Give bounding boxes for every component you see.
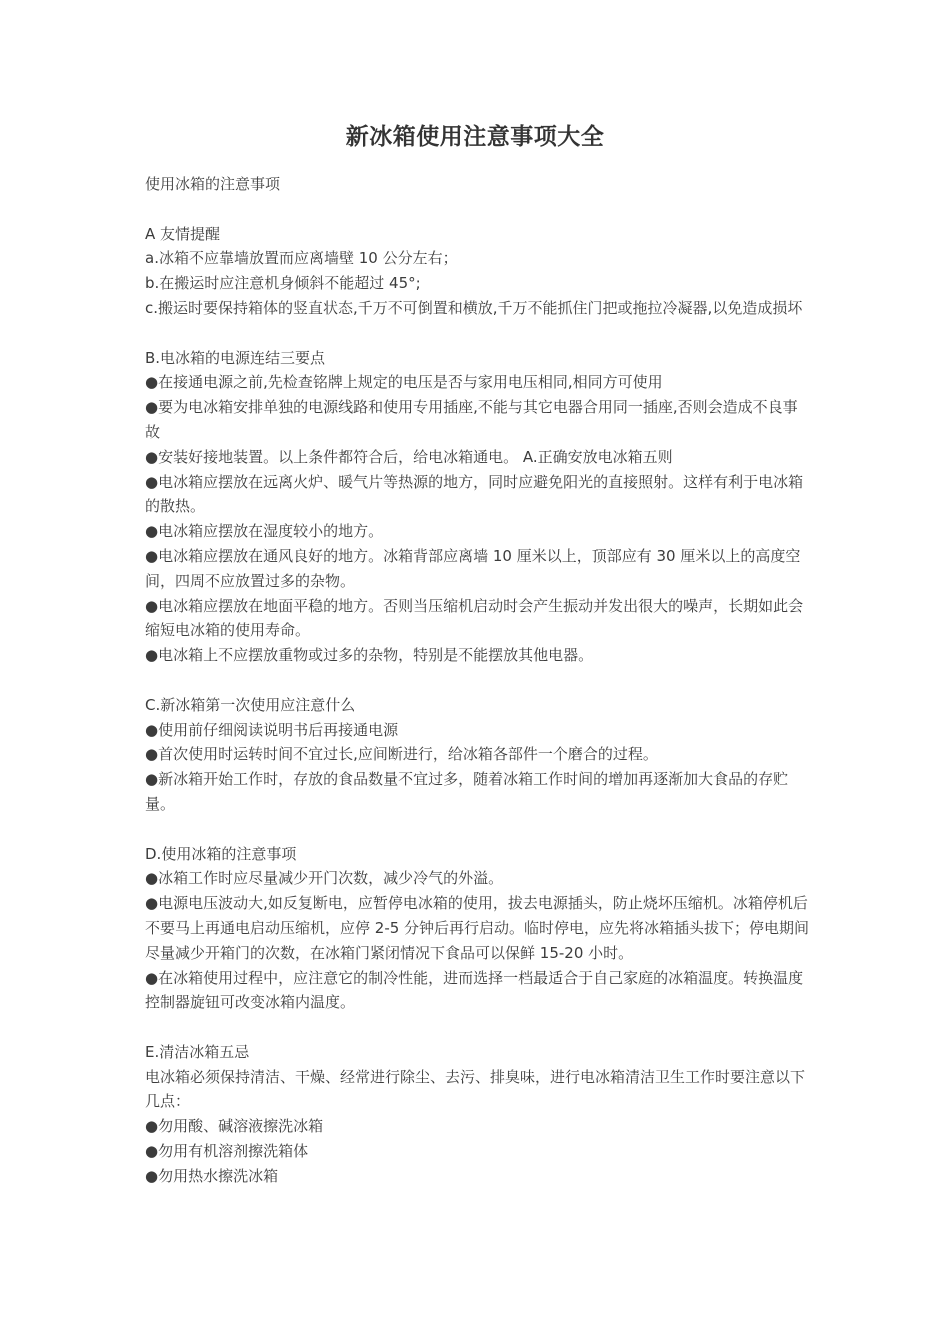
section-b-item: ●电冰箱应摆放在通风良好的地方。冰箱背部应离墙 10 厘米以上，顶部应有 30 厘米以上的高度空间，四周不应放置过多的杂物。: [145, 546, 801, 590]
section-e-item: ●勿用有机溶剂擦洗箱体: [145, 1142, 309, 1161]
paragraph-gap: [145, 817, 810, 842]
section-e-heading: E.清洁冰箱五忌: [145, 1042, 250, 1061]
section-c-heading: C.新冰箱第一次使用应注意什么: [145, 695, 356, 714]
section-b-heading: B.电冰箱的电源连结三要点: [145, 348, 326, 367]
section-a-item: b.在搬运时应注意机身倾斜不能超过 45°;: [145, 274, 421, 293]
section-a-item: c.搬运时要保持箱体的竖直状态,千万不可倒置和横放,千万不能抓住门把或拖拉冷凝器,以免造成损坏: [145, 298, 803, 317]
section-c-item: ●首次使用时运转时间不宜过长,应间断进行，给冰箱各部件一个磨合的过程。: [145, 745, 658, 764]
section-b-item: ●在接通电源之前,先检查铭牌上规定的电压是否与家用电压相同,相同方可使用: [145, 373, 663, 392]
section-b-item: ●要为电冰箱安排单独的电源线路和使用专用插座,不能与其它电器合用同一插座,否则会造成不良事故: [145, 398, 798, 441]
section-c-item: ●使用前仔细阅读说明书后再接通电源: [145, 720, 399, 739]
paragraph-gap: [145, 197, 810, 222]
section-c-item: ●新冰箱开始工作时，存放的食品数量不宜过多，随着冰箱工作时间的增加再逐渐加大食品的存贮量。: [145, 770, 789, 813]
section-b-item: ●安装好接地装置。以上条件都符合后，给电冰箱通电。 A.正确安放电冰箱五则: [145, 447, 673, 466]
section-e-intro: 电冰箱必须保持清洁、干燥、经常进行除尘、去污、排臭味，进行电冰箱清洁卫生工作时要注意以下几点：: [145, 1067, 806, 1111]
section-d-heading: D.使用冰箱的注意事项: [145, 844, 297, 863]
paragraph-gap: [145, 1015, 810, 1040]
document-body: [145, 172, 810, 1189]
paragraph-gap: [145, 321, 810, 346]
section-d-item: ●在冰箱使用过程中，应注意它的制冷性能，进而选择一档最适合于自己家庭的冰箱温度。转换温度控制器旋钮可改变冰箱内温度。: [145, 968, 804, 1012]
section-b-item: ●电冰箱应摆放在远离火炉、暖气片等热源的地方，同时应避免阳光的直接照射。这样有利于电冰箱的散热。: [145, 472, 804, 516]
paragraph-gap: [145, 668, 810, 693]
section-e-item: ●勿用热水擦洗冰箱: [145, 1166, 279, 1185]
section-d-item: ●冰箱工作时应尽量减少开门次数，减少冷气的外溢。: [145, 869, 504, 888]
section-b-item: ●电冰箱上不应摆放重物或过多的杂物，特别是不能摆放其他电器。: [145, 646, 594, 665]
intro-line: 使用冰箱的注意事项: [145, 175, 281, 193]
section-b-item: ●电冰箱应摆放在湿度较小的地方。: [145, 522, 384, 541]
section-d-item: ●电源电压波动大,如反复断电，应暂停电冰箱的使用，拔去电源插头，防止烧坏压缩机。冰箱停机后不要马上再通电启动压缩机，应停 2-5 分钟后再行启动。临时停电，应先将冰箱插头拔下；停电期间尽量减少开箱门的次数，在冰箱门紧闭情况下食品可以保鲜 15-20 小时。: [145, 894, 810, 962]
section-a-heading: A 友情提醒: [145, 224, 221, 243]
section-e-item: ●勿用酸、碱溶液擦洗冰箱: [145, 1117, 324, 1136]
section-b-item: ●电冰箱应摆放在地面平稳的地方。否则当压缩机启动时会产生振动并发出很大的噪声，长期如此会缩短电冰箱的使用寿命。: [145, 596, 804, 640]
section-a-item: a.冰箱不应靠墙放置而应离墙壁 10 公分左右；: [145, 249, 458, 268]
document-title: 新冰箱使用注意事项大全: [345, 124, 605, 150]
